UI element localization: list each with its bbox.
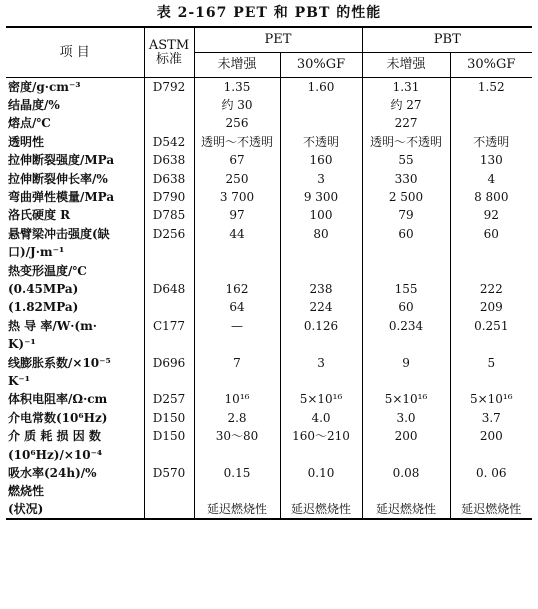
row-pbt-gf30: 0. 06 — [476, 465, 507, 480]
row-pet-unreinforced: 44 — [194, 225, 280, 243]
row-item: 热 导 率/W·(m· — [6, 317, 144, 335]
row-astm: D648 — [144, 280, 194, 298]
row-pbt-gf30: 5×10¹⁶ — [469, 392, 513, 407]
table-row — [6, 96, 532, 114]
row-pet-gf30 — [280, 445, 362, 463]
row-pbt-gf30: 1.52 — [477, 79, 505, 94]
row-pet-gf30 — [280, 114, 362, 132]
row-pet-gf30: 80 — [280, 225, 362, 243]
row-pbt-gf30: 60 — [483, 226, 499, 241]
row-item: 热变形温度/℃ — [6, 261, 144, 279]
row-pbt-unreinforced: 60 — [362, 298, 450, 316]
row-pbt-unreinforced: 0.08 — [362, 464, 450, 482]
row-pet-unreinforced: 延迟燃烧性 — [194, 500, 280, 518]
row-pbt-unreinforced: 200 — [362, 427, 450, 445]
row-pbt-gf30: 222 — [479, 281, 503, 296]
table-body — [6, 78, 532, 519]
row-pet-gf30: 0.126 — [280, 317, 362, 335]
row-astm — [144, 114, 194, 132]
row-pet-gf30: 3 — [280, 169, 362, 187]
table-row — [6, 335, 532, 353]
row-pet-gf30 — [280, 482, 362, 500]
table-row — [6, 188, 532, 206]
row-pbt-unreinforced: 延迟燃烧性 — [362, 500, 450, 518]
table-row — [6, 464, 532, 482]
row-pbt-gf30: 5 — [487, 355, 496, 370]
row-pet-unreinforced — [194, 261, 280, 279]
row-pbt-gf30: 209 — [479, 300, 503, 315]
row-pet-unreinforced: 透明～不透明 — [194, 133, 280, 151]
row-item: 结晶度/% — [6, 96, 144, 114]
row-pet-unreinforced: 250 — [194, 169, 280, 187]
row-item: 密度/g·cm⁻³ — [6, 78, 144, 96]
row-pbt-gf30 — [450, 335, 532, 353]
table-row — [6, 114, 532, 132]
row-pet-gf30 — [280, 372, 362, 390]
header-item: 项 目 — [6, 27, 144, 78]
table-row — [6, 225, 532, 243]
properties-table — [6, 26, 532, 520]
row-astm — [144, 500, 194, 518]
row-pet-unreinforced: 256 — [194, 114, 280, 132]
row-astm: C177 — [144, 317, 194, 335]
row-pet-unreinforced — [194, 335, 280, 353]
row-pet-gf30: 1.60 — [280, 78, 362, 96]
row-pet-unreinforced: 97 — [194, 206, 280, 224]
row-pbt-unreinforced — [362, 261, 450, 279]
row-pet-unreinforced: 7 — [194, 353, 280, 371]
row-item: 拉伸断裂伸长率/% — [6, 169, 144, 187]
row-pbt-unreinforced — [362, 445, 450, 463]
row-pet-gf30: 5×10¹⁶ — [280, 390, 362, 408]
header-pet: PET — [194, 27, 362, 53]
row-item: (0.45MPa) — [6, 280, 144, 298]
row-pbt-gf30: 4 — [487, 171, 496, 186]
row-pet-unreinforced: 30～80 — [194, 427, 280, 445]
row-pbt-unreinforced: 5×10¹⁶ — [362, 390, 450, 408]
row-pbt-unreinforced: 79 — [362, 206, 450, 224]
table-row — [6, 390, 532, 408]
table-row — [6, 169, 532, 187]
row-pet-gf30 — [280, 243, 362, 261]
row-pbt-unreinforced: 155 — [362, 280, 450, 298]
row-pet-gf30: 9 300 — [280, 188, 362, 206]
row-astm: D696 — [144, 353, 194, 371]
table-row — [6, 445, 532, 463]
row-pet-unreinforced: 约 30 — [194, 96, 280, 114]
table-row — [6, 500, 532, 518]
row-item: 悬臂梁冲击强度(缺 — [6, 225, 144, 243]
row-astm: D256 — [144, 225, 194, 243]
row-item: 线膨胀系数/×10⁻⁵ — [6, 353, 144, 371]
row-pet-gf30: 224 — [280, 298, 362, 316]
row-item: 透明性 — [6, 133, 144, 151]
row-pet-unreinforced: 10¹⁶ — [194, 390, 280, 408]
table-row — [6, 317, 532, 335]
row-astm: D792 — [144, 78, 194, 96]
row-pbt-unreinforced: 55 — [362, 151, 450, 169]
row-pet-unreinforced: 2.8 — [194, 409, 280, 427]
row-item: 燃烧性 — [6, 482, 144, 500]
row-pet-gf30: 100 — [280, 206, 362, 224]
row-pet-unreinforced: 67 — [194, 151, 280, 169]
table-row — [6, 427, 532, 445]
row-astm — [144, 335, 194, 353]
row-item: 熔点/℃ — [6, 114, 144, 132]
row-astm: D790 — [144, 188, 194, 206]
row-pbt-gf30 — [450, 114, 532, 132]
row-pbt-gf30: 8 800 — [474, 190, 509, 205]
header-astm: ASTM 标准 — [144, 27, 194, 78]
row-pet-gf30: 3 — [280, 353, 362, 371]
row-pet-gf30: 4.0 — [280, 409, 362, 427]
row-astm: D257 — [144, 390, 194, 408]
row-pbt-gf30: 130 — [479, 153, 503, 168]
row-pet-unreinforced — [194, 372, 280, 390]
row-pbt-unreinforced: 0.234 — [362, 317, 450, 335]
row-pbt-unreinforced: 60 — [362, 225, 450, 243]
row-pbt-unreinforced: 1.31 — [362, 78, 450, 96]
row-pet-gf30 — [280, 335, 362, 353]
row-pbt-gf30 — [450, 445, 532, 463]
row-pbt-unreinforced — [362, 482, 450, 500]
row-pbt-unreinforced — [362, 243, 450, 261]
row-pbt-unreinforced: 2 500 — [362, 188, 450, 206]
row-astm: D638 — [144, 151, 194, 169]
row-pet-gf30: 160 — [280, 151, 362, 169]
row-astm — [144, 372, 194, 390]
row-pbt-gf30: 92 — [483, 208, 499, 223]
table-row — [6, 261, 532, 279]
row-pbt-unreinforced: 约 27 — [362, 96, 450, 114]
row-item: 吸水率(24h)/% — [6, 464, 144, 482]
table-row — [6, 409, 532, 427]
header-pbt: PBT — [362, 27, 532, 53]
table-row — [6, 206, 532, 224]
row-pbt-gf30: 延迟燃烧性 — [450, 500, 532, 518]
row-pet-gf30 — [280, 261, 362, 279]
row-item: 口)/J·m⁻¹ — [6, 243, 144, 261]
row-pbt-gf30: 不透明 — [473, 134, 510, 149]
row-pet-unreinforced: — — [194, 317, 280, 335]
row-item: 体积电阻率/Ω·cm — [6, 390, 144, 408]
table-row — [6, 298, 532, 316]
row-pet-gf30: 不透明 — [280, 133, 362, 151]
table-row — [6, 133, 532, 151]
row-pet-unreinforced: 64 — [194, 298, 280, 316]
row-pet-unreinforced — [194, 243, 280, 261]
row-pbt-gf30: 0.251 — [474, 318, 509, 333]
row-astm — [144, 96, 194, 114]
row-item: 介 质 耗 损 因 数 — [6, 427, 144, 445]
row-pet-gf30: 延迟燃烧性 — [280, 500, 362, 518]
row-pbt-gf30 — [450, 261, 532, 279]
table-row — [6, 372, 532, 390]
row-pet-unreinforced — [194, 482, 280, 500]
header-pet-gf30: 30%GF — [280, 53, 362, 78]
row-pet-gf30: 0.10 — [280, 464, 362, 482]
row-pet-gf30: 160～210 — [280, 427, 362, 445]
row-item: 介电常数(10⁶Hz) — [6, 409, 144, 427]
row-pet-gf30: 238 — [280, 280, 362, 298]
row-item: 洛氏硬度 R — [6, 206, 144, 224]
row-pet-unreinforced — [194, 445, 280, 463]
row-pbt-gf30 — [450, 482, 532, 500]
row-pbt-gf30: 3.7 — [481, 410, 501, 425]
row-astm: D785 — [144, 206, 194, 224]
row-pbt-unreinforced: 3.0 — [362, 409, 450, 427]
header-pbt-unreinforced: 未增强 — [362, 53, 450, 78]
row-pet-unreinforced: 162 — [194, 280, 280, 298]
table-row — [6, 243, 532, 261]
row-pbt-gf30: 200 — [479, 429, 503, 444]
row-item: K)⁻¹ — [6, 335, 144, 353]
row-pbt-gf30 — [450, 243, 532, 261]
row-item: 拉伸断裂强度/MPa — [6, 151, 144, 169]
row-pbt-unreinforced — [362, 372, 450, 390]
row-pbt-gf30 — [450, 372, 532, 390]
row-astm — [144, 298, 194, 316]
row-pet-unreinforced: 1.35 — [194, 78, 280, 96]
table-row — [6, 482, 532, 500]
row-astm — [144, 445, 194, 463]
row-pbt-unreinforced: 透明～不透明 — [362, 133, 450, 151]
row-item: K⁻¹ — [6, 372, 144, 390]
row-pbt-unreinforced: 330 — [362, 169, 450, 187]
row-pet-gf30 — [280, 96, 362, 114]
table-row — [6, 353, 532, 371]
row-item: (10⁶Hz)/×10⁻⁴ — [6, 445, 144, 463]
row-item: (状况) — [6, 500, 144, 518]
row-pet-unreinforced: 0.15 — [194, 464, 280, 482]
row-item: (1.82MPa) — [6, 298, 144, 316]
row-astm — [144, 482, 194, 500]
table-row — [6, 78, 532, 96]
table-row — [6, 151, 532, 169]
row-astm: D542 — [144, 133, 194, 151]
header-pet-unreinforced: 未增强 — [194, 53, 280, 78]
header-pbt-gf30: 30%GF — [450, 53, 532, 78]
row-pbt-unreinforced: 9 — [362, 353, 450, 371]
row-astm: D150 — [144, 427, 194, 445]
row-astm — [144, 243, 194, 261]
row-pbt-unreinforced: 227 — [362, 114, 450, 132]
table-row — [6, 280, 532, 298]
row-item: 弯曲弹性模量/MPa — [6, 188, 144, 206]
row-astm: D150 — [144, 409, 194, 427]
row-pet-unreinforced: 3 700 — [194, 188, 280, 206]
table-caption: 表 2-167 PET 和 PBT 的性能 — [156, 5, 382, 21]
row-astm — [144, 261, 194, 279]
row-pbt-unreinforced — [362, 335, 450, 353]
row-astm: D570 — [144, 464, 194, 482]
row-pbt-gf30 — [450, 96, 532, 114]
row-astm: D638 — [144, 169, 194, 187]
